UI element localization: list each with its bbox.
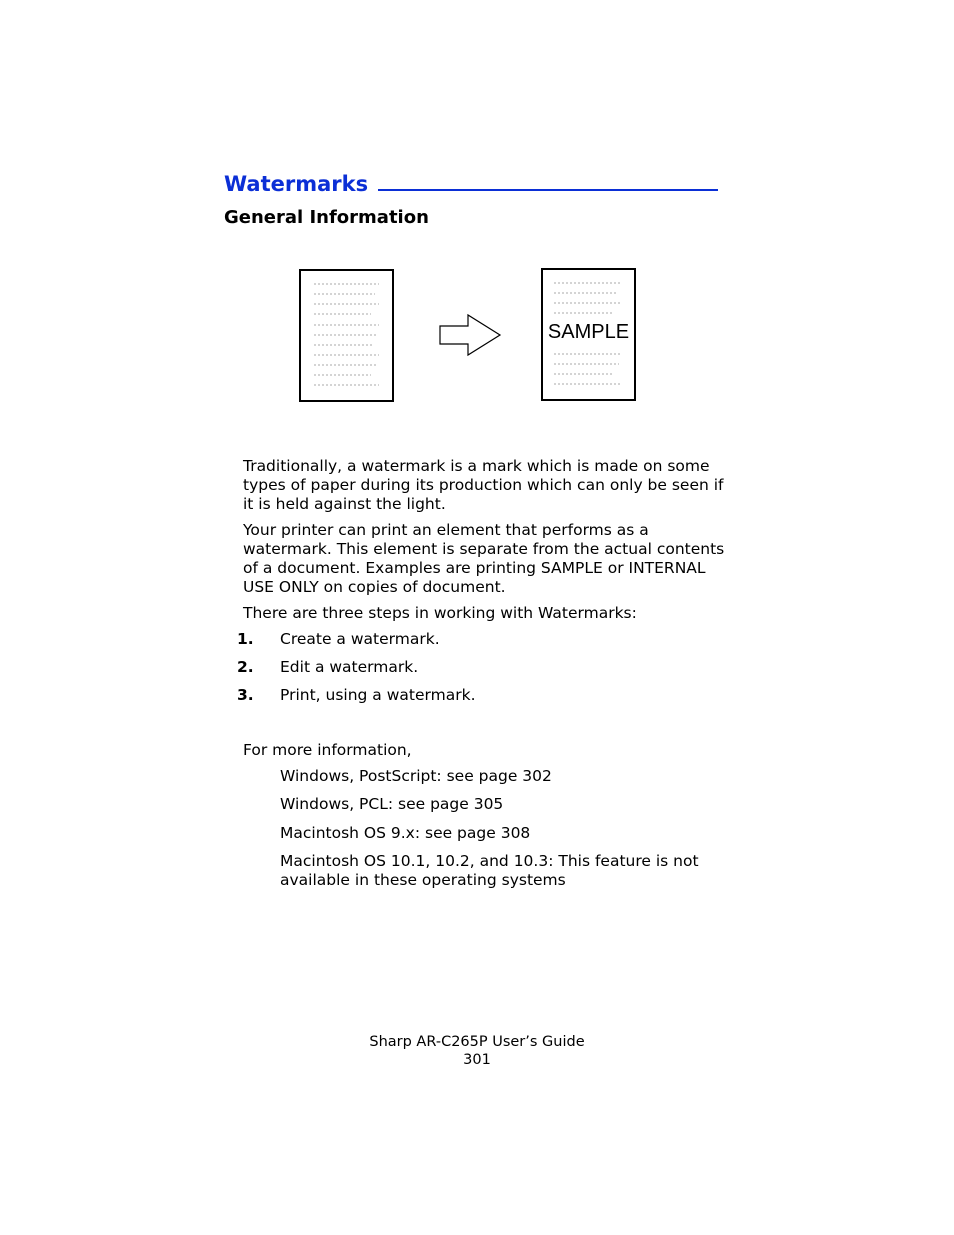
- page-footer: [0, 1033, 954, 1069]
- reference-item: Windows, PCL: see page 305: [280, 795, 504, 813]
- step-number: 1.: [237, 630, 254, 648]
- title-rule: [378, 169, 718, 191]
- step-number: 3.: [237, 686, 254, 704]
- step-text: Create a watermark.: [280, 630, 440, 648]
- footer-guide-title: Sharp AR-C265P User’s Guide: [369, 1034, 585, 1050]
- plain-document-icon: [299, 269, 394, 402]
- watermarked-document: [541, 268, 636, 401]
- paragraph-steps-intro: There are three steps in working with Watermarks:: [243, 604, 637, 622]
- step-text: Print, using a watermark.: [280, 686, 476, 704]
- arrow-right-icon: [438, 313, 502, 357]
- section-subtitle: General Information: [224, 207, 429, 228]
- paragraph-printer: Your printer can print an element that performs as a watermark. This element is separate from the actual contents of a document. Examples are printing SAMPLE or INTERNAL USE ONLY on copies of document.: [243, 521, 725, 596]
- reference-item: Macintosh OS 10.1, 10.2, and 10.3: This feature is not available in these operating systems: [280, 852, 699, 889]
- footer-page-number: 301: [463, 1052, 491, 1068]
- illustration: [299, 269, 394, 402]
- reference-item: Macintosh OS 9.x: see page 308: [280, 824, 531, 842]
- more-info-intro: For more information,: [243, 741, 412, 759]
- step-number: 2.: [237, 658, 254, 676]
- paragraph-intro: Traditionally, a watermark is a mark which is made on some types of paper during its production which can only be seen if it is held against the light.: [243, 457, 724, 513]
- page-title: [224, 169, 718, 196]
- arrow-container: [438, 313, 502, 357]
- watermark-sample-text: SAMPLE: [547, 321, 630, 343]
- step-text: Edit a watermark.: [280, 658, 419, 676]
- title-text: Watermarks: [224, 172, 369, 196]
- reference-item: Windows, PostScript: see page 302: [280, 767, 552, 785]
